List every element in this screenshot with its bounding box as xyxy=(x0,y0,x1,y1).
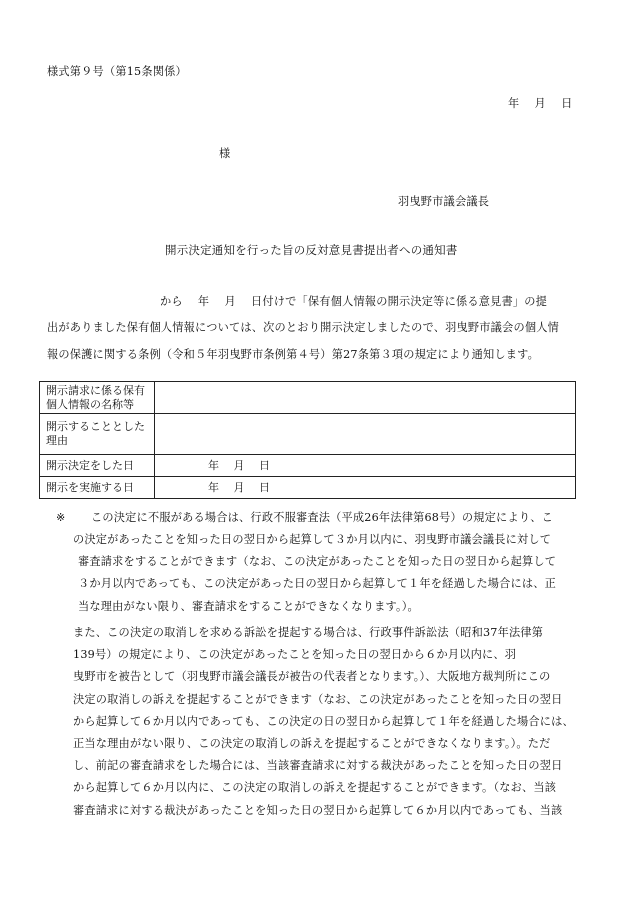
note-line: 審査請求をすることができます（なお、この決定があったことを知った日の翌日から起算して xyxy=(78,555,557,568)
note-line: し、前記の審査請求をした場合には、当該審査請求に対する裁決があったことを知った日の翌日 xyxy=(73,759,563,772)
note-line: また、この決定の取消しを求める訴訟を提起する場合は、行政事件訴訟法（昭和37年法律第 xyxy=(73,626,544,639)
table-row xyxy=(40,414,576,455)
row-label: 開示決定をした日 xyxy=(40,455,155,477)
date-line: 年 月 日 xyxy=(508,97,573,110)
recipient-suffix: 様 xyxy=(219,147,231,160)
note-line: から起算して６か月以内であっても、この決定の日の翌日から起算して１年を経過した場合には、 xyxy=(73,715,574,728)
intro-line: 出がありました保有個人情報については、次のとおり開示決定しましたので、羽曳野市議会の個人情 xyxy=(47,321,559,334)
row-value: 年 月 日 xyxy=(155,455,576,477)
table-row xyxy=(40,382,576,414)
table-row xyxy=(40,477,576,499)
document-title: 開示決定通知を行った旨の反対意見書提出者への通知書 xyxy=(165,243,458,257)
table-row xyxy=(40,455,576,477)
note-line: 決定の取消しの訴えを提起することができます（なお、この決定があったことを知った日の翌日 xyxy=(73,693,563,706)
note-line: この決定に不服がある場合は、行政不服審査法（平成26年法律第68号）の規定により、こ xyxy=(91,511,553,524)
issuer-name: 羽曳野市議会議長 xyxy=(398,195,490,208)
note-line: の決定があったことを知った日の翌日から起算して３か月以内に、羽曳野市議会議長に対して xyxy=(73,533,552,546)
row-value xyxy=(155,382,576,414)
row-label: 開示を実施する日 xyxy=(40,477,155,499)
note-line: から起算して６か月以内に、この決定の取消しの訴えを提起することができます。（なお、当該 xyxy=(73,781,557,794)
row-value xyxy=(155,414,576,455)
note-line: 当な理由がない限り、審査請求をすることができなくなります。）。 xyxy=(78,600,419,613)
intro-line: 報の保護に関する条例（令和５年羽曳野市条例第４号）第27条第３項の規定により通知します。 xyxy=(47,348,540,361)
note-line: 曳野市を被告として（羽曳野市議会議長が被告の代表者となります。）、大阪地方裁判所にこの xyxy=(73,670,551,683)
note-line: ３か月以内であっても、この決定があった日の翌日から起算して１年を経過した場合には、正 xyxy=(78,577,557,590)
row-label: 開示請求に係る保有個人情報の名称等 xyxy=(40,382,155,414)
row-value: 年 月 日 xyxy=(155,477,576,499)
note-line: 審査請求に対する裁決があったことを知った日の翌日から起算して６か月以内であっても、当該 xyxy=(73,804,563,817)
intro-line: から 年 月 日付けで「保有個人情報の開示決定等に係る意見書」の提 xyxy=(160,295,548,308)
note-mark: ※ xyxy=(56,511,66,524)
note-line: 139号）の規定により、この決定があったことを知った日の翌日から６か月以内に、羽 xyxy=(73,648,517,661)
form-number: 様式第９号（第15条関係） xyxy=(47,65,187,78)
row-label: 開示することとした理由 xyxy=(40,414,155,455)
note-line: 正当な理由がない限り、この決定の取消しの訴えを提起することができなくなります。）。ただ xyxy=(73,737,551,750)
info-table xyxy=(39,381,576,499)
